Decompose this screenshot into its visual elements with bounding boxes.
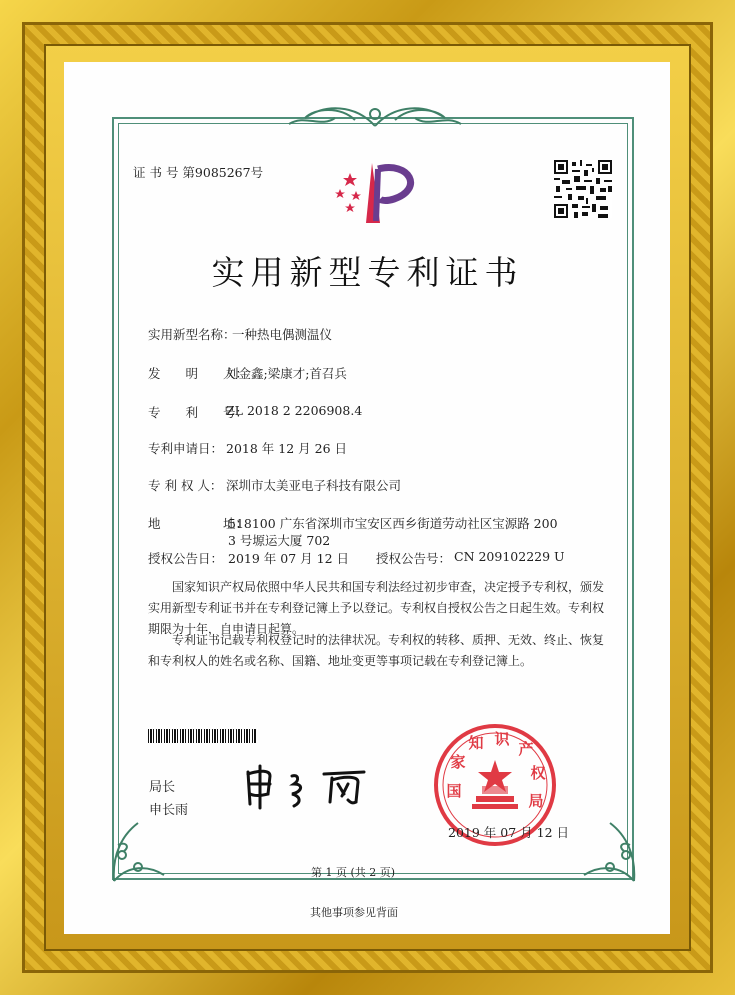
- certificate-number-suffix: 号: [250, 165, 264, 180]
- address-line-1: 518100 广东省深圳市宝安区西乡街道劳动社区宝源路 200: [228, 516, 558, 531]
- patentee-label: 专 利 权 人：: [148, 478, 223, 493]
- utility-model-name-value: 一种热电偶测温仪: [232, 327, 333, 342]
- patent-number-label: 专 利 号：: [148, 405, 249, 420]
- patent-number-value: ZL 2018 2 2206908.4: [226, 403, 363, 418]
- grant-number-value: CN 209102229 U: [454, 549, 565, 564]
- filing-date-label: 专利申请日：: [148, 441, 224, 456]
- top-ornament-icon: [285, 100, 465, 132]
- signatory-title: 局长: [149, 780, 176, 795]
- grant-date-label: 授权公告日：: [148, 551, 224, 566]
- certificate-number-value: 9085267: [194, 165, 251, 180]
- certificate-number-label: 证 书 号 第: [133, 165, 195, 180]
- grant-statement-paragraph: 国家知识产权局依照中华人民共和国专利法经过初步审查，决定授予专利权，颁发实用新型专利证书并在专利登记簿上予以登记。专利权自授权公告之日起生效。专利权期限为十年，自申请日起算。: [148, 580, 605, 636]
- barcode-icon: [148, 729, 256, 743]
- svg-text:知: 知: [468, 734, 484, 752]
- svg-text:局: 局: [528, 792, 544, 810]
- svg-text:识: 识: [494, 730, 510, 748]
- back-page-note: 其他事项参见背面: [310, 906, 398, 919]
- handwritten-signature-icon: [240, 762, 380, 812]
- page-indicator: 第 1 页 (共 2 页): [311, 866, 396, 879]
- cnipa-logo-icon: [330, 155, 422, 227]
- svg-text:国: 国: [446, 782, 462, 800]
- certificate-title: 实用新型专利证书: [211, 253, 524, 292]
- grant-date-value: 2019 年 07 月 12 日: [228, 551, 349, 566]
- bottom-left-ornament-icon: [108, 815, 168, 885]
- filing-date-value: 2018 年 12 月 26 日: [226, 441, 347, 456]
- patentee-value: 深圳市太美亚电子科技有限公司: [226, 478, 402, 493]
- inventor-value: 刘金鑫;梁康才;首召兵: [226, 366, 347, 381]
- signatory-name: 申长雨: [149, 803, 189, 818]
- svg-text:产: 产: [518, 740, 534, 758]
- grant-number-label: 授权公告号：: [376, 551, 452, 566]
- inventor-label: 发 明 人：: [148, 366, 249, 381]
- certificate-number: [133, 163, 263, 181]
- seal-date: 2019 年 07 月 12 日: [448, 825, 569, 840]
- address-line-2: 3 号塬运大厦 702: [228, 533, 331, 548]
- address-label: 地 址：: [148, 516, 249, 531]
- svg-text:家: 家: [450, 753, 466, 771]
- qr-code-icon: [554, 160, 612, 218]
- bottom-right-ornament-icon: [580, 815, 640, 885]
- utility-model-name-label: 实用新型名称：: [148, 327, 236, 342]
- legal-status-paragraph: 专利证书记载专利权登记时的法律状况。专利权的转移、质押、无效、终止、恢复和专利权人的姓名或名称、国籍、地址变更等事项记载在专利登记簿上。: [148, 633, 605, 668]
- svg-text:权: 权: [530, 764, 546, 782]
